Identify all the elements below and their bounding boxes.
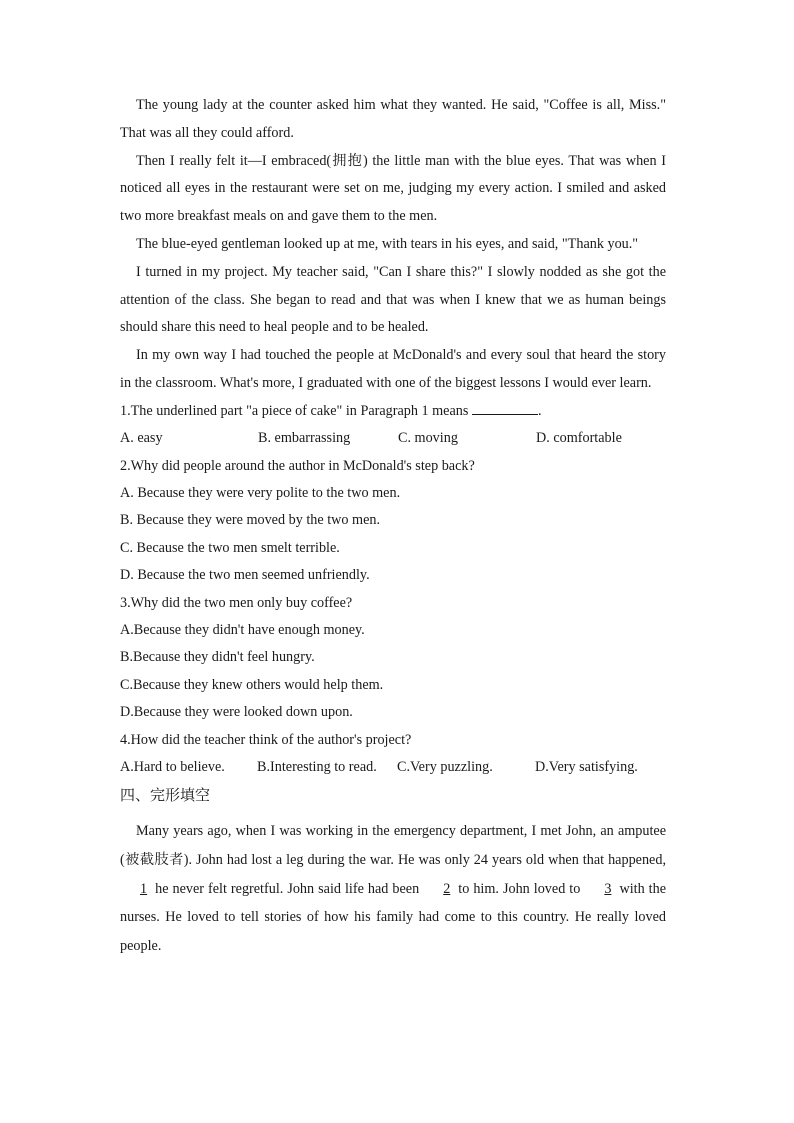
question-1-option-a[interactable]: A. easy [120,430,163,447]
passage-paragraph-3: The blue-eyed gentleman looked up at me, with tears in his eyes, and said, "Thank you." [136,235,639,252]
cloze-blank-2[interactable]: 2 [443,880,451,897]
question-2-option-a[interactable]: A. Because they were very polite to the two men. [120,484,401,501]
question-1-stem-end: . [537,402,542,419]
question-4-option-b[interactable]: B.Interesting to read. [257,759,377,776]
cloze-text-2: he never felt regretful. John said life had been [151,880,424,897]
question-3-option-c[interactable]: C.Because they knew others would help them. [120,676,384,693]
question-3-stem: 3.Why did the two men only buy coffee? [120,594,353,611]
question-3-option-b[interactable]: B.Because they didn't feel hungry. [120,649,315,666]
passage-paragraph-4: I turned in my project. My teacher said, "Can I share this?" I slowly nodded as she got the attention of the class. She began to read and that was when I knew that we as human beings should share this need to heal people and to be healed. [120,263,666,336]
cloze-paragraph [120,817,666,960]
passage-paragraph-2: Then I really felt it—I embraced(拥抱) the little man with the blue eyes. That was when I noticed all eyes in the restaurant were set on me, judging my every action. I smiled and asked two more breakfast meals on and gave them to the men. [120,152,666,225]
question-4-options [120,754,666,781]
question-3-option-a[interactable]: A.Because they didn't have enough money. [120,622,365,639]
passage-paragraph-1: The young lady at the counter asked him what they wanted. He said, "Coffee is all, Miss." That was all they could afford. [120,97,666,141]
question-2-option-d[interactable]: D. Because the two men seemed unfriendly. [120,567,370,584]
question-4-option-c[interactable]: C.Very puzzling. [397,759,493,776]
question-1 [120,398,666,453]
question-1-stem-text: 1.The underlined part "a piece of cake" in Paragraph 1 means [120,402,472,419]
question-2-stem: 2.Why did people around the author in McDonald's step back? [120,457,475,474]
question-4 [120,727,666,782]
question-1-stem [120,398,666,425]
question-4-option-a[interactable]: A.Hard to believe. [120,759,225,776]
answer-blank[interactable] [472,400,538,415]
question-2-option-b[interactable]: B. Because they were moved by the two men. [120,512,381,529]
cloze-text-1: Many years ago, when I was working in the emergency department, I met John, an amputee (被截肢者). John had lost a leg during the war. He was only 24 years old when that happened, [120,823,666,869]
passage-paragraph-5: In my own way I had touched the people at McDonald's and every soul that heard the story in the classroom. What's more, I graduated with one of the biggest lessons I would ever learn. [120,347,666,391]
question-1-option-b[interactable]: B. embarrassing [258,430,351,447]
cloze-text-3: to him. John loved to [454,880,585,897]
question-2 [120,453,666,590]
question-2-option-c[interactable]: C. Because the two men smelt terrible. [120,539,340,556]
document-content [120,92,666,960]
question-1-option-c[interactable]: C. moving [398,430,458,447]
question-1-options [120,425,666,452]
question-3-option-d[interactable]: D.Because they were looked down upon. [120,704,353,721]
cloze-blank-3[interactable]: 3 [604,880,612,897]
section-title: 四、完形填空 [120,788,211,805]
question-1-option-d[interactable]: D. comfortable [536,430,622,447]
cloze-blank-1[interactable]: 1 [140,880,148,897]
cloze-text-4: with the nurses. He loved to tell stories of how his family had come to this country. He really loved people. [120,880,667,954]
question-4-option-d[interactable]: D.Very satisfying. [535,759,638,776]
question-3 [120,590,666,727]
question-4-stem: 4.How did the teacher think of the author's project? [120,731,412,748]
